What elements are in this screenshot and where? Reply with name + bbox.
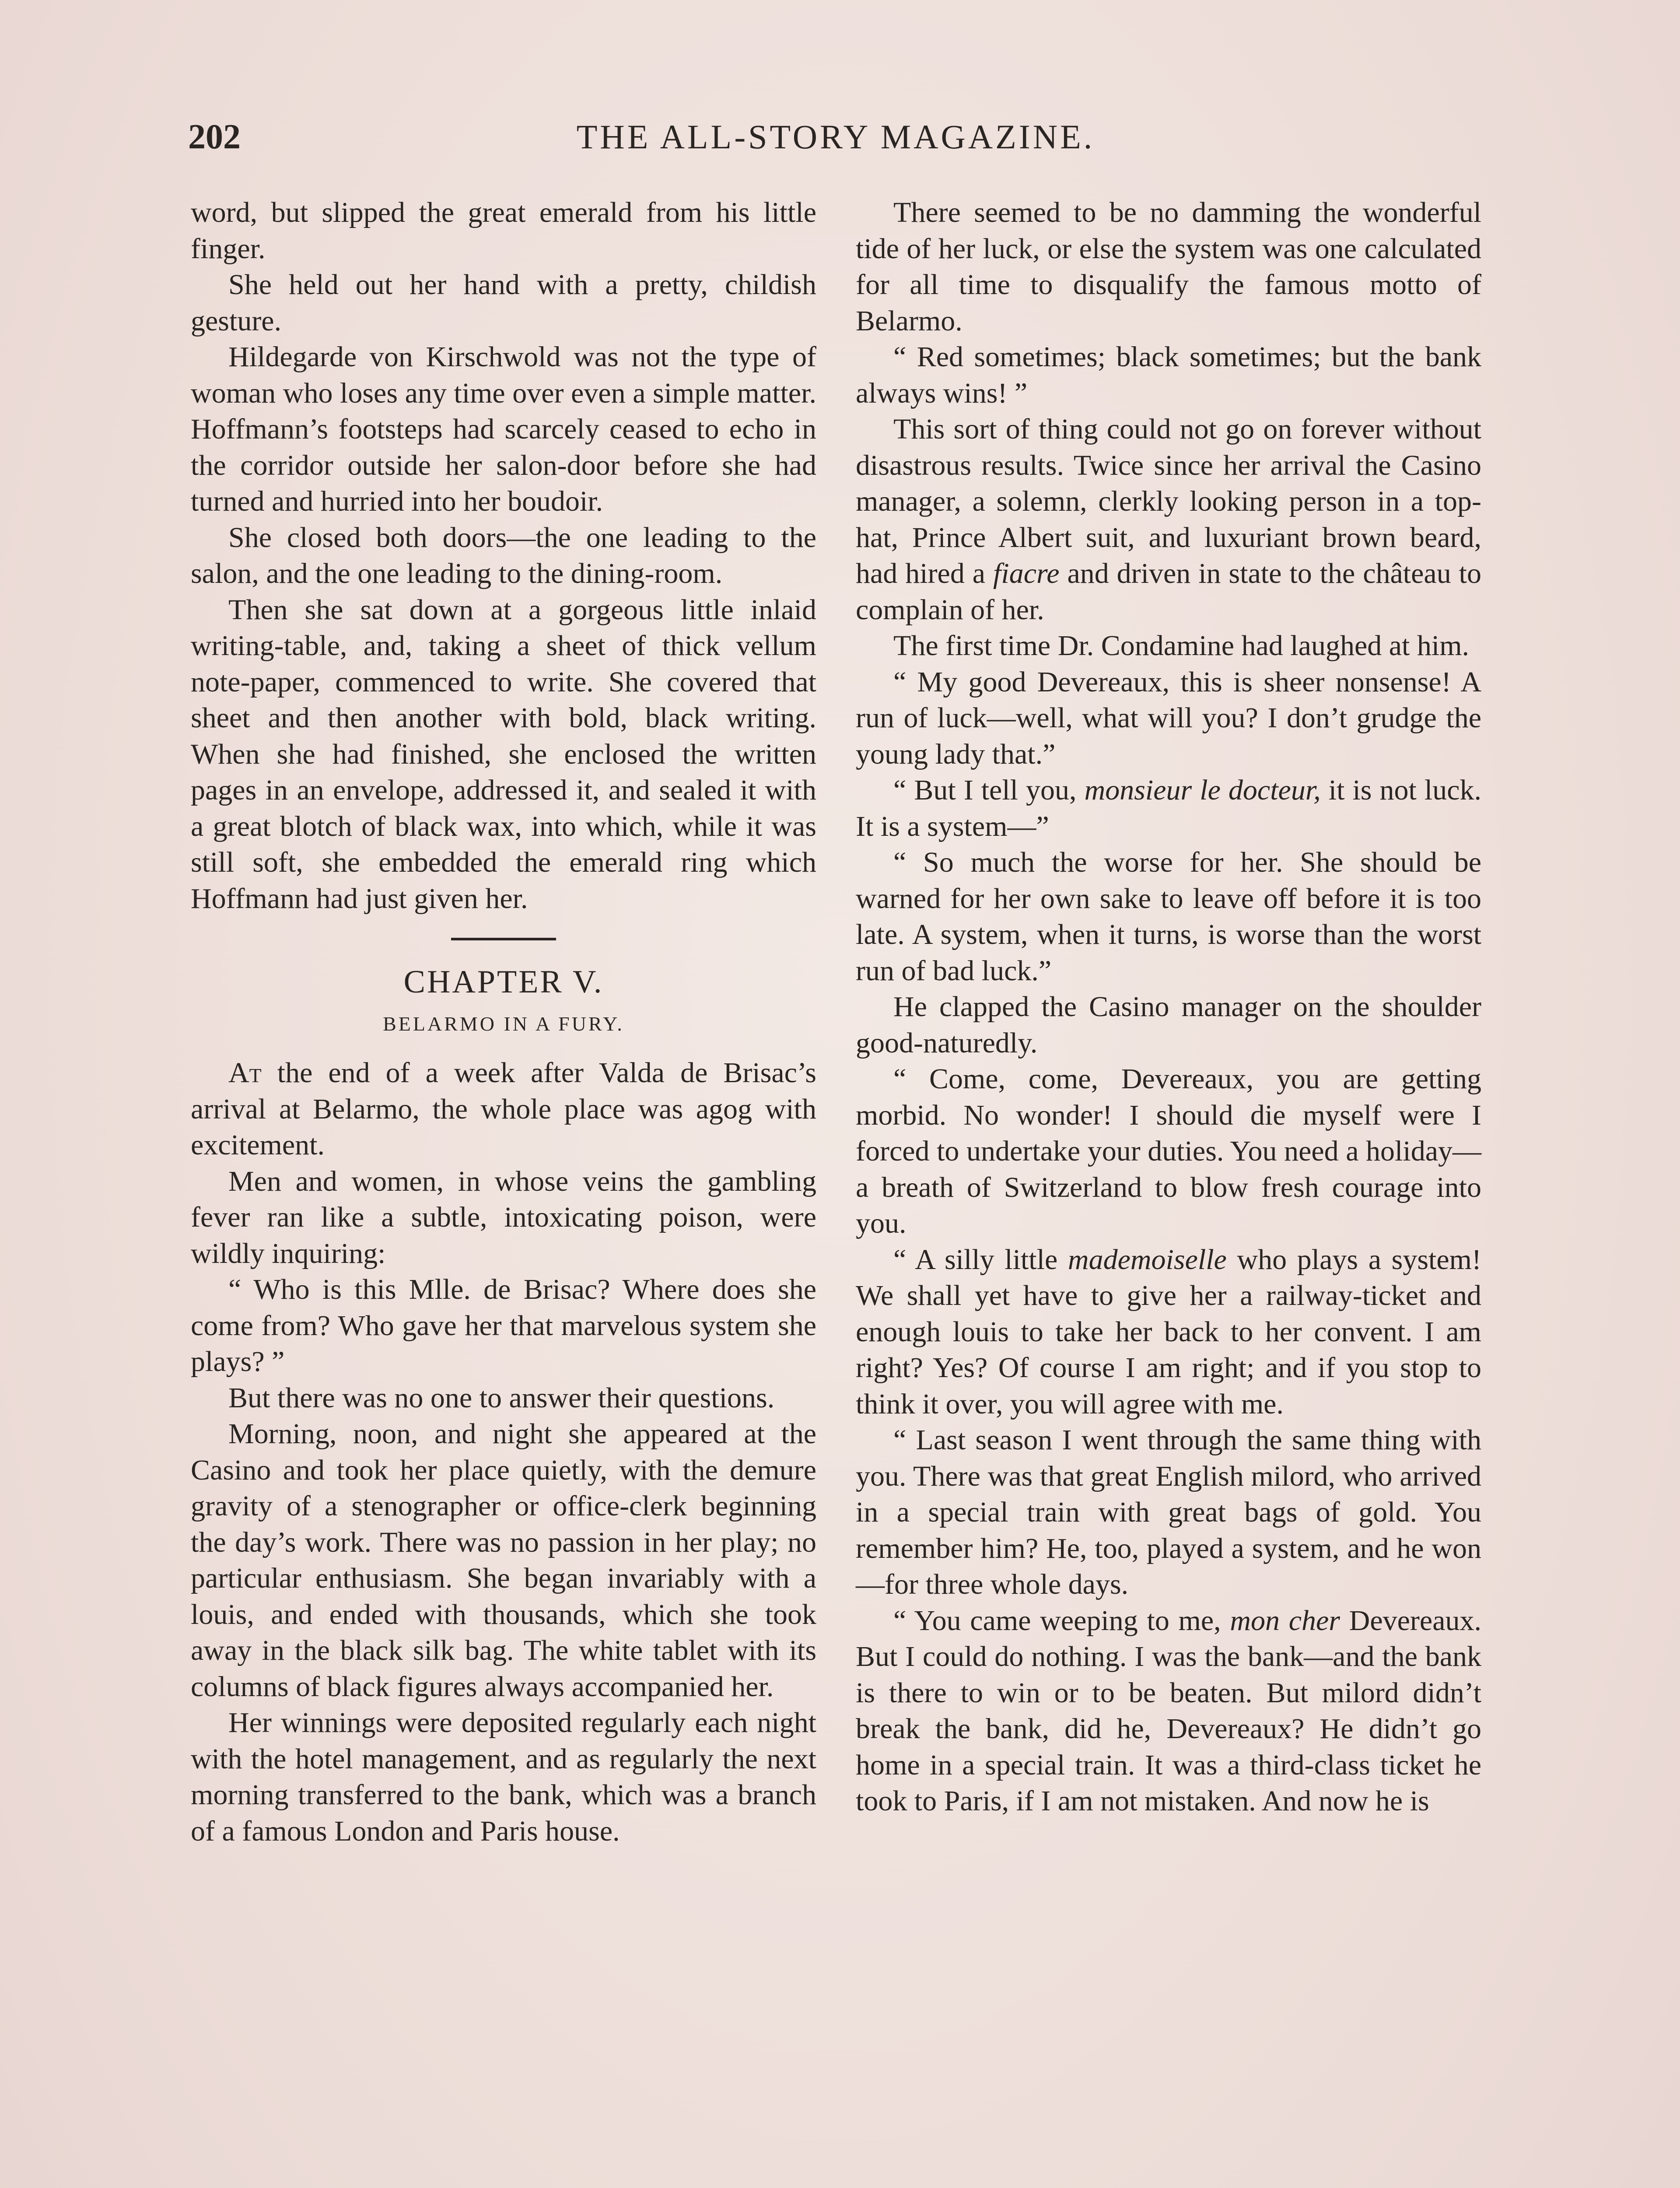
paragraph: “ Come, come, Devereaux, you are getting morbid. No wonder! I should die myself were I forced to undertake your duties. You need a holiday—a breath of Switzerland to blow fresh courage into you. bbox=[856, 1063, 1481, 1239]
paragraph bbox=[856, 1603, 1481, 1820]
lead-word: At bbox=[228, 1057, 262, 1089]
paragraph bbox=[191, 1055, 816, 1164]
chapter-title: CHAPTER V. bbox=[403, 964, 604, 1000]
paragraph-text: it is not luck. It is a system—” bbox=[856, 774, 1482, 842]
right-column bbox=[856, 195, 1481, 1820]
paragraph: She closed both doors—the one leading to the salon, and the one leading to the dining-room. bbox=[191, 521, 816, 589]
paragraph: She held out her hand with a pretty, childish gesture. bbox=[191, 269, 816, 337]
paragraph: The first time Dr. Condamine had laughed at him. bbox=[893, 630, 1470, 662]
paragraph: word, but slipped the great emerald from his little finger. bbox=[191, 196, 816, 265]
paragraph: Men and women, in whose veins the gambling fever ran like a subtle, intoxicating poison, were wildly inquiring: bbox=[191, 1165, 816, 1269]
paragraph: He clapped the Casino manager on the shoulder good-naturedly. bbox=[856, 991, 1481, 1059]
paragraph: There seemed to be no damming the wonderful tide of her luck, or else the system was one calculated for all time to disqualify the famous motto of Belarmo. bbox=[856, 196, 1481, 337]
paragraph: “ Last season I went through the same thing with you. There was that great English milord, who arrived in a special train with great bags of gold. You remember him? He, too, played a system, and he won—for three whole days. bbox=[856, 1424, 1481, 1600]
paragraph bbox=[856, 772, 1481, 845]
paragraph-text: This sort of thing could not go on forever without disastrous results. Twice since her arrival the Casino manager, a solemn, clerkly looking person in a top-hat, Prince Albert suit, and luxuriant brown beard, had hired a bbox=[856, 413, 1481, 589]
paragraph: “ My good Devereaux, this is sheer nonsense! A run of luck—well, what will you? I don’t grudge the young lady that.” bbox=[856, 666, 1481, 770]
paragraph bbox=[856, 411, 1481, 628]
paragraph-text: Devereaux. But I could do nothing. I was the bank—and the bank is there to win or to be beaten. But milord didn’t break the bank, did he, Devereaux? He didn’t go home in a special train. It was a third-class ticket he took to Paris, if I am not mistaken. And now he is bbox=[856, 1604, 1481, 1817]
section-divider bbox=[451, 938, 556, 940]
paragraph: Then she sat down at a gorgeous little inlaid writing-table, and, taking a sheet of thick vellum note-paper, commenced to write. She covered that sheet and then another with bold, black writing. When she had finished, she enclosed the written pages in an envelope, addressed it, and sealed it with a great blotch of black wax, into which, while it was still soft, she embedded the emerald ring which Hoffmann had just given her. bbox=[191, 593, 816, 915]
paragraph-text: and driven in state to the château to complain of her. bbox=[856, 558, 1481, 626]
page-number: 202 bbox=[188, 118, 241, 156]
running-head: THE ALL-STORY MAGAZINE. bbox=[576, 118, 1095, 156]
paragraph: Her winnings were deposited regularly each night with the hotel management, and as regularly the next morning transferred to the bank, which was a branch of a famous London and Paris house. bbox=[191, 1707, 816, 1847]
chapter-subtitle: BELARMO IN A FURY. bbox=[383, 1013, 624, 1035]
paragraph-text: “ You came weeping to me, bbox=[893, 1604, 1230, 1637]
page-header bbox=[188, 117, 1483, 165]
italic-text: mademoiselle bbox=[1068, 1243, 1227, 1276]
paragraph: Hildegarde von Kirschwold was not the type of woman who loses any time over even a simple matter. Hoffmann’s footsteps had scarcely ceased to echo in the corridor outside her salon-door before she had turned and hurried into her boudoir. bbox=[191, 341, 816, 517]
paragraph: But there was no one to answer their questions. bbox=[228, 1382, 775, 1414]
left-column bbox=[191, 195, 816, 1849]
italic-text: mon cher bbox=[1230, 1604, 1340, 1637]
paragraph-text: “ A silly little bbox=[893, 1243, 1068, 1276]
paragraph: “ Red sometimes; black sometimes; but the bank always wins! ” bbox=[856, 341, 1481, 409]
paragraph: “ Who is this Mlle. de Brisac? Where does she come from? Who gave her that marvelous system she plays? ” bbox=[191, 1273, 816, 1378]
paragraph: “ So much the worse for her. She should be warned for her own sake to leave off before it is too late. A system, when it turns, is worse than the worst run of bad luck.” bbox=[856, 846, 1481, 987]
italic-text: fiacre bbox=[993, 558, 1060, 589]
paragraph: Morning, noon, and night she appeared at the Casino and took her place quietly, with the demure gravity of a stenographer or office-clerk beginning the day’s work. There was no passion in her play; no particular enthusiasm. She began invariably with a louis, and ended with thousands, which she took away in the black silk bag. The white tablet with its columns of black figures always accompanied her. bbox=[191, 1418, 816, 1703]
paragraph-text: the end of a week after Valda de Brisac’s arrival at Belarmo, the whole place was agog with excitement. bbox=[191, 1057, 816, 1161]
paragraph-text: “ But I tell you, bbox=[893, 774, 1085, 806]
paragraph bbox=[856, 1242, 1481, 1423]
italic-text: monsieur le docteur, bbox=[1084, 774, 1321, 806]
paragraph-text: who plays a system! We shall yet have to give her a railway-ticket and enough louis to take her back to her convent. I am right? Yes? Of course I am right; and if you stop to think it over, you will agree with me. bbox=[856, 1243, 1481, 1420]
